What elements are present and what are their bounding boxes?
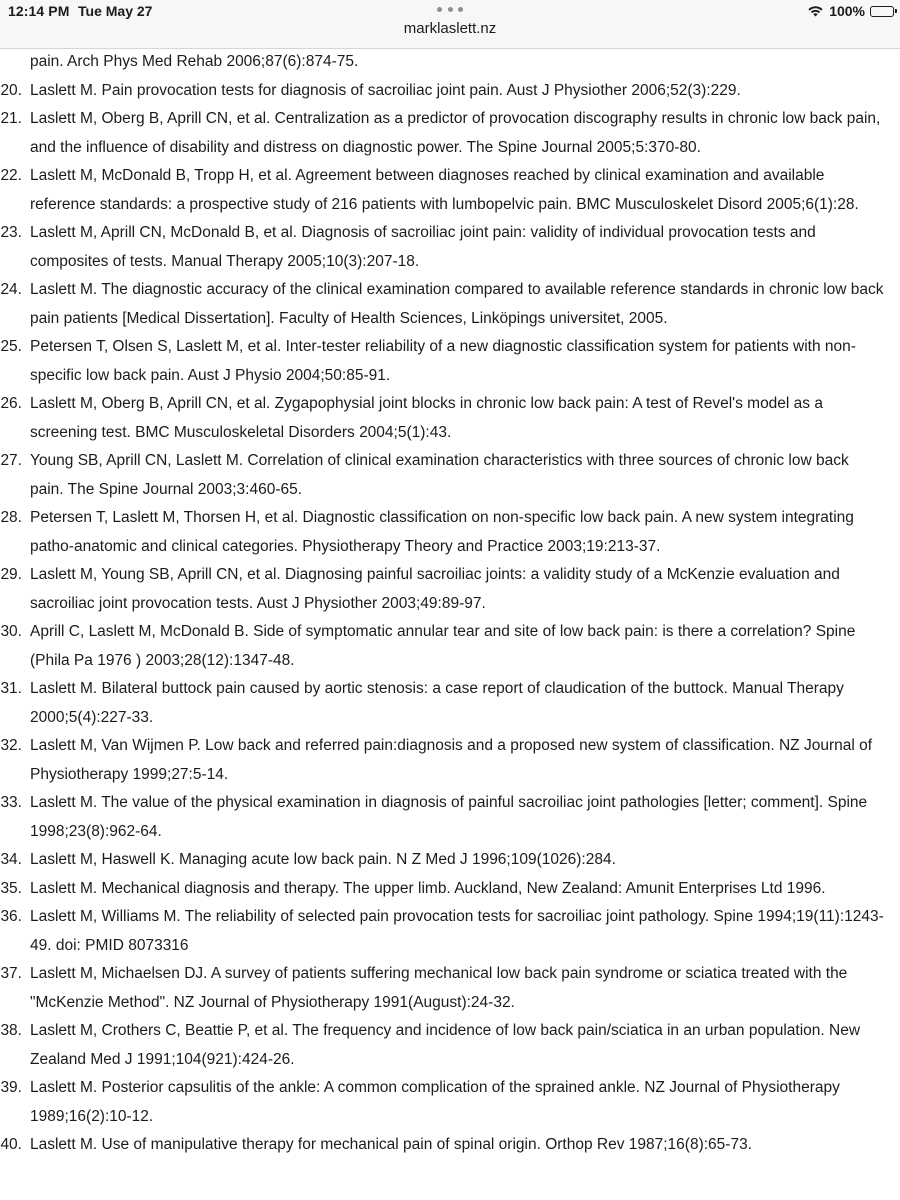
reference-item [0, 105, 900, 162]
reference-item [0, 561, 900, 618]
reference-continuation: pain. Arch Phys Med Rehab 2006;87(6):874-75. [30, 53, 359, 70]
reference-text: Laslett M. The value of the physical examination in diagnosis of painful sacroiliac joint pathologies [letter; comment]. Spine 1998;23(8):962-64. [30, 794, 868, 840]
reference-number: 36. [0, 908, 22, 925]
reference-item [0, 618, 900, 675]
reference-number: 22. [0, 167, 22, 184]
reference-number: 38. [0, 1022, 22, 1039]
battery-icon [870, 6, 894, 17]
reference-item [0, 276, 900, 333]
reference-text: Laslett M, Aprill CN, McDonald B, et al. Diagnosis of sacroiliac joint pain: validity of individual provocation tests and composites of tests. Manual Therapy 2005;10(3):207-18. [30, 224, 816, 270]
page-content[interactable] [0, 48, 900, 1200]
status-right-group [807, 3, 894, 19]
more-options-icon[interactable] [437, 4, 463, 14]
reference-text: Petersen T, Olsen S, Laslett M, et al. Inter-tester reliability of a new diagnostic classification system for patients with non-specific low back pain. Aust J Physio 2004;50:85-91. [30, 338, 856, 384]
reference-text: Laslett M, Michaelsen DJ. A survey of patients suffering mechanical low back pain syndrome or sciatica treated with the "McKenzie Method". NZ Journal of Physiotherapy 1991(August):24-32. [30, 965, 848, 1011]
reference-item [0, 960, 900, 1017]
reference-number: 33. [0, 794, 22, 811]
reference-number: 27. [0, 452, 22, 469]
reference-number: 34. [0, 851, 22, 868]
reference-number: 29. [0, 566, 22, 583]
reference-item [0, 1074, 900, 1131]
reference-text: Laslett M. Use of manipulative therapy for mechanical pain of spinal origin. Orthop Rev 1987;16(8):65-73. [30, 1136, 752, 1153]
reference-item [0, 789, 900, 846]
reference-item [0, 504, 900, 561]
wifi-icon [807, 5, 824, 17]
reference-item [0, 875, 900, 904]
reference-text: Laslett M. The diagnostic accuracy of the clinical examination compared to available reference standards in chronic low back pain patients [Medical Dissertation]. Faculty of Health Sciences, Linköpings universitet, 2005. [30, 281, 884, 327]
reference-text: Young SB, Aprill CN, Laslett M. Correlation of clinical examination characteristics with three sources of chronic low back pain. The Spine Journal 2003;3:460-65. [30, 452, 849, 498]
status-time: 12:14 PM [8, 3, 70, 19]
battery-percentage: 100% [829, 3, 865, 19]
reference-number: 30. [0, 623, 22, 640]
reference-item [0, 390, 900, 447]
reference-text: Petersen T, Laslett M, Thorsen H, et al. Diagnostic classification on non-specific low back pain. A new system integrating patho-anatomic and clinical categories. Physiotherapy Theory and Practice 2003;19:213-37. [30, 509, 854, 555]
reference-item [0, 846, 900, 875]
browser-chrome [0, 0, 900, 49]
reference-item [0, 732, 900, 789]
reference-number: 37. [0, 965, 22, 982]
reference-number: 21. [0, 110, 22, 127]
reference-number: 20. [0, 81, 22, 99]
reference-number: 26. [0, 395, 22, 412]
reference-item [0, 903, 900, 960]
reference-item [0, 162, 900, 219]
reference-number: 23. [0, 224, 22, 241]
reference-number: 40. [0, 1136, 22, 1153]
reference-text: Laslett M, Young SB, Aprill CN, et al. Diagnosing painful sacroiliac joints: a validity study of a McKenzie evaluation and sacroiliac joint provocation tests. Aust J Physiother 2003;49:89-97. [30, 566, 840, 612]
reference-item [0, 675, 900, 732]
reference-item [0, 219, 900, 276]
status-date: Tue May 27 [78, 3, 153, 19]
reference-number: 24. [0, 281, 22, 298]
reference-number: 39. [0, 1079, 22, 1096]
reference-text: Laslett M. Bilateral buttock pain caused by aortic stenosis: a case report of claudication of the buttock. Manual Therapy 2000;5(4):227-33. [30, 680, 844, 726]
reference-item [0, 333, 900, 390]
reference-item [0, 447, 900, 504]
reference-list [0, 48, 900, 1160]
reference-text: Laslett M. Posterior capsulitis of the ankle: A common complication of the sprained ankle. NZ Journal of Physiotherapy 1989;16(2):10-12. [30, 1079, 840, 1125]
reference-number: 28. [0, 509, 22, 526]
reference-text: Laslett M, Haswell K. Managing acute low back pain. N Z Med J 1996;109(1026):284. [30, 851, 616, 868]
reference-number: 35. [0, 879, 22, 897]
address-bar-url[interactable]: marklaslett.nz [403, 20, 497, 37]
reference-item [0, 1131, 900, 1160]
reference-text: Laslett M. Mechanical diagnosis and therapy. The upper limb. Auckland, New Zealand: Amunit Enterprises Ltd 1996. [30, 879, 826, 897]
reference-text: Laslett M. Pain provocation tests for diagnosis of sacroiliac joint pain. Aust J Physiother 2006;52(3):229. [30, 81, 741, 99]
reference-text: Laslett M, Crothers C, Beattie P, et al. The frequency and incidence of low back pain/sciatica in an urban population. New Zealand Med J 1991;104(921):424-26. [30, 1022, 861, 1068]
reference-text: Laslett M, Williams M. The reliability of selected pain provocation tests for sacroiliac joint pathology. Spine 1994;19(11):1243-49. doi: PMID 8073316 [30, 908, 884, 954]
reference-number: 31. [0, 680, 22, 697]
reference-number: 32. [0, 737, 22, 754]
reference-text: Laslett M, McDonald B, Tropp H, et al. Agreement between diagnoses reached by clinical examination and available reference standards: a prospective study of 216 patients with lumbopelvic pain. BMC Musculoskelet Disord 2005;6(1):28. [30, 167, 859, 213]
reference-item [0, 1017, 900, 1074]
reference-text: Aprill C, Laslett M, McDonald B. Side of symptomatic annular tear and site of low back pain: is there a correlation? Spine (Phila Pa 1976 ) 2003;28(12):1347-48. [30, 623, 856, 669]
reference-item [0, 77, 900, 106]
reference-text: Laslett M, Van Wijmen P. Low back and referred pain:diagnosis and a proposed new system of classification. NZ Journal of Physiotherapy 1999;27:5-14. [30, 737, 873, 783]
reference-text: Laslett M, Oberg B, Aprill CN, et al. Zygapophysial joint blocks in chronic low back pain: A test of Revel's model as a screening test. BMC Musculoskeletal Disorders 2004;5(1):43. [30, 395, 823, 441]
reference-text: Laslett M, Oberg B, Aprill CN, et al. Centralization as a predictor of provocation discography results in chronic low back pain, and the influence of disability and distress on diagnostic power. The Spine Journal 2005;5:370-80. [30, 110, 881, 156]
reference-number: 25. [0, 338, 22, 355]
